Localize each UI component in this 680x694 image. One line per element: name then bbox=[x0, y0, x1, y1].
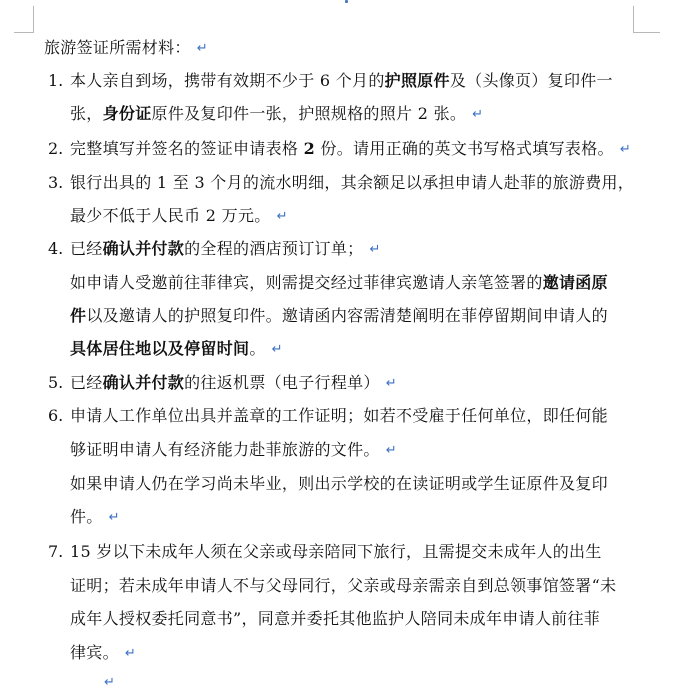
list-item-line bbox=[70, 173, 634, 193]
bold-text-run: 件 bbox=[70, 306, 87, 325]
paragraph-return-icon: ↵ bbox=[196, 41, 208, 56]
list-number: 5. bbox=[48, 373, 64, 392]
list-item-continuation-line bbox=[70, 507, 120, 529]
text-run: 原件及复印件一张，护照规格的照片 2 张。 bbox=[151, 104, 467, 123]
list-item-continuation-line bbox=[70, 306, 608, 326]
text-run: 如果申请人仍在学习尚未毕业，则出示学校的在读证明或学生证原件及复印 bbox=[70, 474, 608, 493]
margin-corner-top-right bbox=[633, 6, 660, 33]
text-run: 申请人工作单位出具并盖章的工作证明；如若不受雇于任何单位，即任何能 bbox=[70, 406, 608, 425]
list-item-continuation-line bbox=[70, 474, 608, 494]
text-run: 份。请用正确的英文书写格式填写表格。 bbox=[315, 139, 614, 158]
text-run: 够证明申请人有经济能力赴菲旅游的文件。 bbox=[70, 440, 380, 459]
text-run: 以及邀请人的护照复印件。邀请函内容需清楚阐明在菲停留期间申请人的 bbox=[86, 306, 608, 325]
paragraph-return-icon: ↵ bbox=[271, 342, 283, 357]
text-run: 证明；若未成年申请人不与父母同行，父亲或母亲需亲自到总领事馆签署“未 bbox=[70, 576, 617, 595]
paragraph-return-icon: ↵ bbox=[104, 675, 116, 690]
paragraph-return-icon: ↵ bbox=[108, 510, 120, 525]
cursor-mark bbox=[345, 0, 348, 3]
list-number: 7. bbox=[48, 542, 64, 561]
paragraph-return-icon: ↵ bbox=[276, 209, 288, 224]
list-number: 6. bbox=[48, 406, 64, 425]
paragraph-return-icon: ↵ bbox=[472, 107, 484, 122]
paragraph-return-icon: ↵ bbox=[385, 443, 397, 458]
list-item-line bbox=[70, 440, 397, 462]
bold-text-run: 确认并付款 bbox=[102, 373, 185, 392]
list-item-line bbox=[70, 71, 613, 91]
heading-text: 旅游签证所需材料： bbox=[44, 38, 191, 57]
text-run: 最少不低于人民币 2 万元。 bbox=[70, 206, 271, 225]
text-run: 完整填写并签名的签证申请表格 bbox=[70, 139, 304, 158]
list-item-line bbox=[70, 104, 483, 126]
list-number: 2. bbox=[48, 139, 64, 158]
text-run: 的全程的酒店预订订单； bbox=[184, 239, 364, 258]
list-item-line bbox=[70, 609, 600, 629]
bold-text-run: 确认并付款 bbox=[102, 239, 185, 258]
bold-text-run: 身份证 bbox=[102, 104, 152, 123]
list-number: 3. bbox=[48, 173, 64, 192]
list-item-line bbox=[70, 576, 616, 596]
paragraph-return-icon: ↵ bbox=[369, 242, 381, 257]
bold-text-run: 邀请函原 bbox=[542, 273, 608, 292]
text-run: 张， bbox=[70, 104, 103, 123]
text-run: 件。 bbox=[70, 507, 103, 526]
text-run: 已经 bbox=[70, 373, 103, 392]
list-item-line bbox=[70, 542, 602, 562]
text-run: 。 bbox=[249, 339, 266, 358]
text-run: 律宾。 bbox=[70, 643, 119, 662]
list-item-continuation-line bbox=[70, 273, 608, 293]
paragraph-return-icon: ↵ bbox=[124, 646, 137, 661]
paragraph-return-icon: ↵ bbox=[385, 376, 397, 391]
bold-text-run: 2 bbox=[303, 139, 316, 158]
paragraph-return-icon: ↵ bbox=[619, 142, 632, 157]
list-item-line bbox=[70, 206, 288, 228]
text-run: 银行出具的 1 至 3 个月的流水明细，其余额足以承担申请人赴菲的旅游费用， bbox=[70, 173, 635, 192]
text-run: 成年人授权委托同意书”，同意并委托其他监护人陪同未成年申请人前往菲 bbox=[70, 609, 601, 628]
bold-text-run: 护照原件 bbox=[384, 71, 450, 90]
list-item-line bbox=[70, 373, 397, 395]
text-run: 的往返机票（电子行程单） bbox=[184, 373, 380, 392]
list-item-line bbox=[70, 139, 631, 161]
margin-corner-top-left bbox=[14, 6, 34, 33]
list-item-continuation-line bbox=[70, 339, 283, 361]
text-run: 已经 bbox=[70, 239, 103, 258]
list-item-line bbox=[70, 239, 381, 261]
list-number: 1. bbox=[48, 71, 64, 90]
text-run: 如申请人受邀前往菲律宾，则需提交经过菲律宾邀请人亲笔签署的 bbox=[70, 273, 543, 292]
bold-text-run: 具体居住地以及停留时间 bbox=[70, 339, 250, 358]
text-run: 及（头像页）复印件一 bbox=[449, 71, 613, 90]
document-heading bbox=[44, 38, 208, 60]
list-number: 4. bbox=[48, 239, 64, 258]
text-run: 本人亲自到场，携带有效期不少于 6 个月的 bbox=[70, 71, 385, 90]
list-item-line bbox=[70, 643, 136, 665]
text-run: 15 岁以下未成年人须在父亲或母亲陪同下旅行，且需提交未成年人的出生 bbox=[70, 542, 602, 561]
list-item-line bbox=[70, 406, 608, 426]
